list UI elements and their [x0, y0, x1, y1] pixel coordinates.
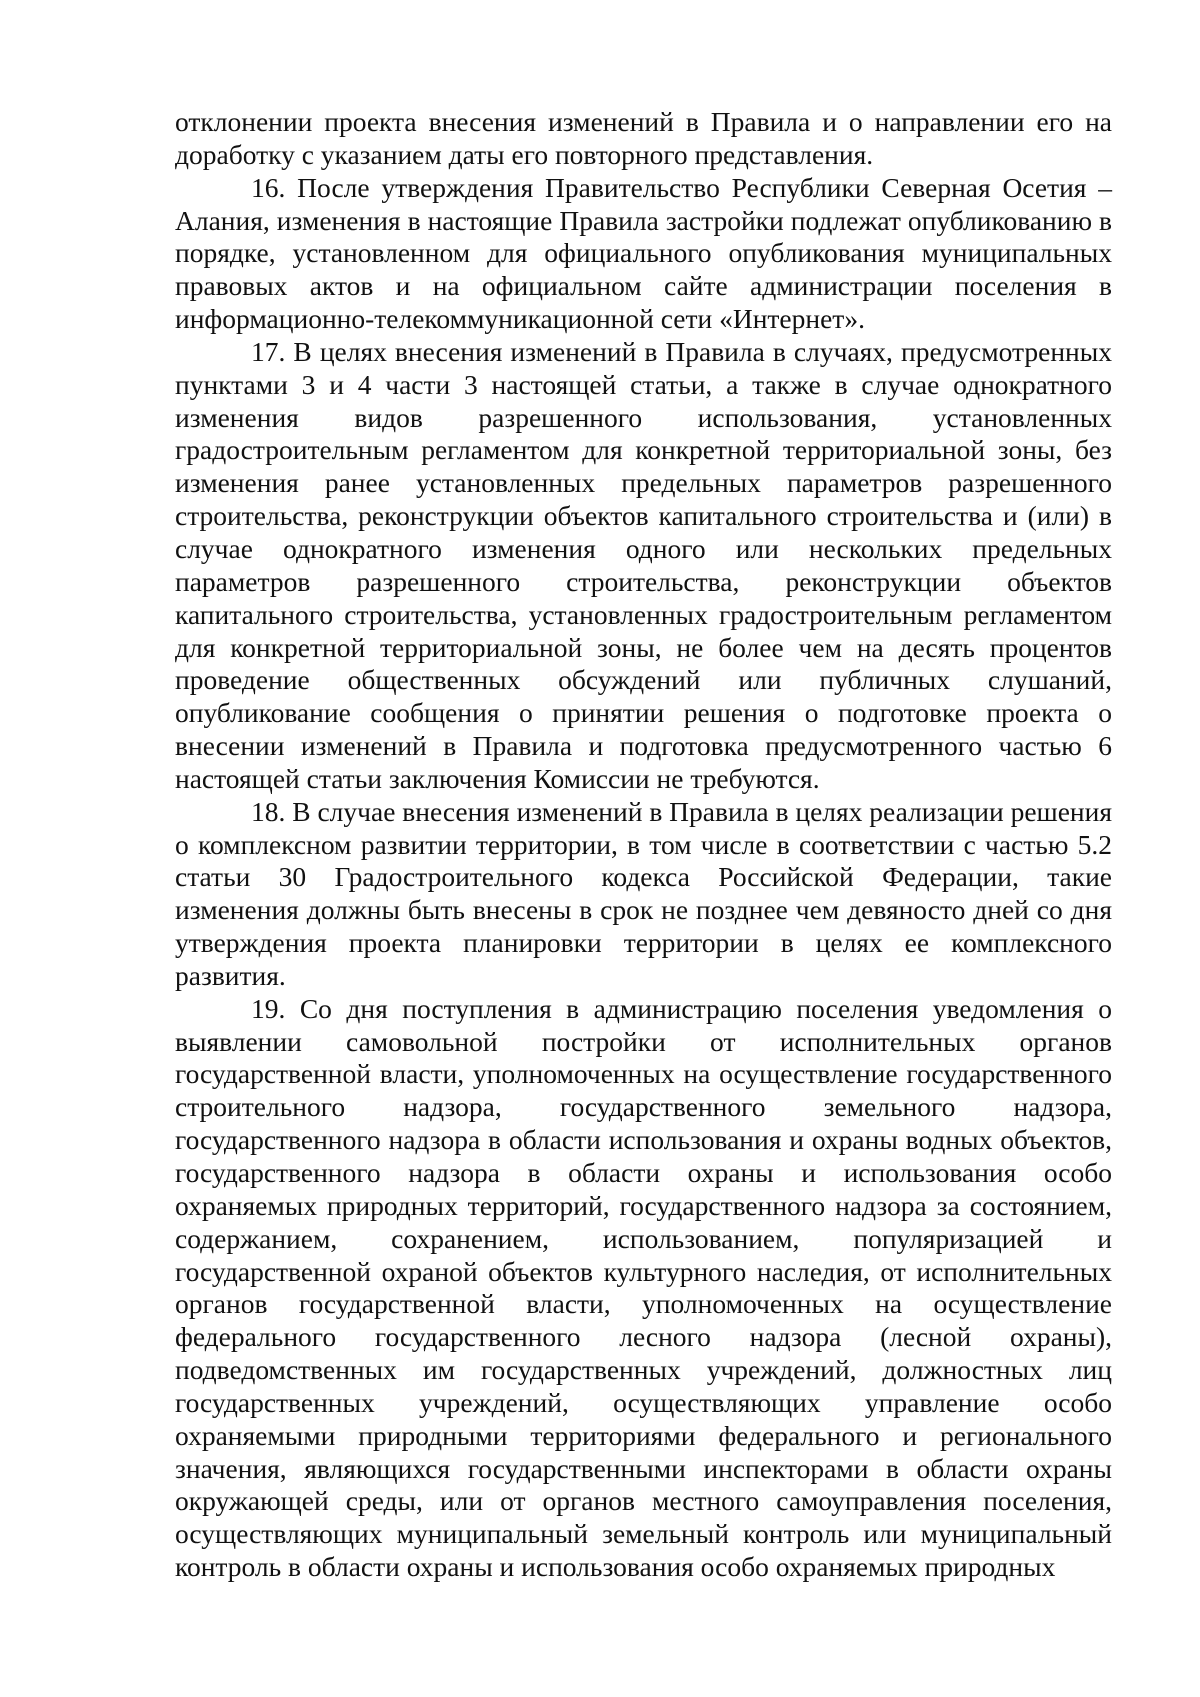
paragraph-18: 18. В случае внесения изменений в Правила в целях реализации решения о комплексном развитии территории, в том числе в соответствии с частью 5.2 статьи 30 Градостроительного кодекса Российской Федерации, такие изменения должны быть внесены в срок не позднее чем девяносто дней со дня утверждения проекта планировки территории в целях ее комплексного развития. [175, 795, 1112, 991]
paragraph-19: 19. Со дня поступления в администрацию поселения уведомления о выявлении самовольной постройки от исполнительных органов государственной власти, уполномоченных на осуществление государственного строительного надзора, государственного земельного надзора, государственного надзора в области использования и охраны водных объектов, государственного надзора в области охраны и использования особо охраняемых природных территорий, государственного надзора за состоянием, содержанием, сохранением, использованием, популяризацией и государственной охраной объектов культурного наследия, от исполнительных органов государственной власти, уполномоченных на осуществление федерального государственного лесного надзора (лесной охраны), подведомственных им государственных учреждений, должностных лиц государственных учреждений, осуществляющих управление особо охраняемыми природными территориями федерального и регионального значения, являющихся государственными инспекторами в области охраны окружающей среды, или от органов местного самоуправления поселения, осуществляющих муниципальный земельный контроль или муниципальный контроль в области охраны и использования особо охраняемых природных [175, 992, 1112, 1583]
paragraph-17: 17. В целях внесения изменений в Правила в случаях, предусмотренных пунктами 3 и 4 части 3 настоящей статьи, а также в случае однократного изменения видов разрешенного использования, установленных градостроительным регламентом для конкретной территориальной зоны, без изменения ранее установленных предельных параметров разрешенного строительства, реконструкции объектов капитального строительства и (или) в случае однократного изменения одного или нескольких предельных параметров разрешенного строительства, реконструкции объектов капитального строительства, установленных градостроительным регламентом для конкретной территориальной зоны, не более чем на десять процентов проведение общественных обсуждений или публичных слушаний, опубликование сообщения о принятии решения о подготовке проекта о внесении изменений в Правила и подготовка предусмотренного частью 6 настоящей статьи заключения Комиссии не требуются. [175, 335, 1112, 794]
paragraph-continuation: отклонении проекта внесения изменений в Правила и о направлении его на доработку с указанием даты его повторного представления. [175, 106, 1112, 170]
document-page [175, 106, 1112, 1584]
paragraph-16: 16. После утверждения Правительство Республики Северная Осетия – Алания, изменения в настоящие Правила застройки подлежат опубликованию в порядке, установленном для официального опубликования муниципальных правовых актов и на официальном сайте администрации поселения в информационно-телекоммуникационной сети «Интернет». [175, 171, 1112, 335]
